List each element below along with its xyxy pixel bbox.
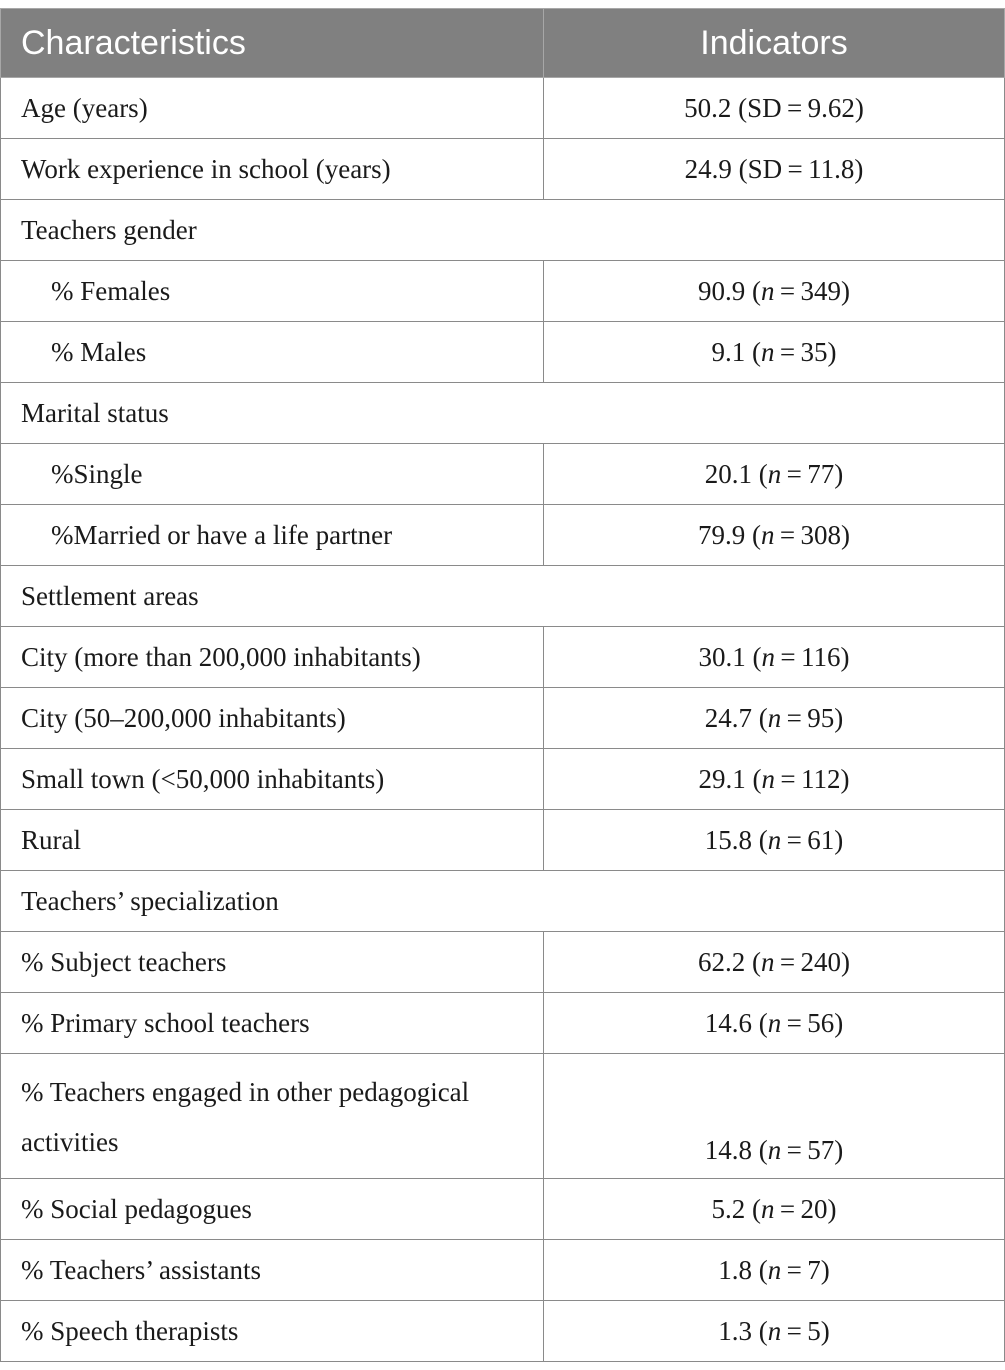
row-value: 9.1 (n = 35) <box>544 322 1005 383</box>
row-label: City (50–200,000 inhabitants) <box>1 688 544 749</box>
table-row <box>1 932 1005 993</box>
table-row <box>1 444 1005 505</box>
row-value: 20.1 (n = 77) <box>544 444 1005 505</box>
table-row <box>1 1179 1005 1240</box>
row-label: % Speech therapists <box>1 1301 544 1362</box>
table-row <box>1 993 1005 1054</box>
section-row <box>1 871 1005 932</box>
row-value: 30.1 (n = 116) <box>544 627 1005 688</box>
table-row <box>1 1054 1005 1179</box>
table-row <box>1 505 1005 566</box>
row-label: % Males <box>1 322 544 383</box>
row-value: 24.7 (n = 95) <box>544 688 1005 749</box>
table-row <box>1 810 1005 871</box>
section-label: Marital status <box>1 383 1005 444</box>
characteristics-table <box>0 8 1005 1362</box>
row-label: %Married or have a life partner <box>1 505 544 566</box>
row-value: 14.6 (n = 56) <box>544 993 1005 1054</box>
row-value: 29.1 (n = 112) <box>544 749 1005 810</box>
row-value: 90.9 (n = 349) <box>544 261 1005 322</box>
row-value: 79.9 (n = 308) <box>544 505 1005 566</box>
section-row <box>1 200 1005 261</box>
table-row <box>1 261 1005 322</box>
row-value: 50.2 (SD = 9.62) <box>544 78 1005 139</box>
table-row <box>1 627 1005 688</box>
row-label: % Teachers engaged in other pedagogical activities <box>1 1054 544 1179</box>
row-label: City (more than 200,000 inhabitants) <box>1 627 544 688</box>
row-label: Rural <box>1 810 544 871</box>
row-label: % Females <box>1 261 544 322</box>
section-label: Teachers gender <box>1 200 1005 261</box>
table-row <box>1 322 1005 383</box>
section-label: Settlement areas <box>1 566 1005 627</box>
table-row <box>1 749 1005 810</box>
table-row <box>1 139 1005 200</box>
section-label: Teachers’ specialization <box>1 871 1005 932</box>
table-row <box>1 1240 1005 1301</box>
header-indicators: Indicators <box>544 9 1005 78</box>
table-row <box>1 78 1005 139</box>
row-value: 1.3 (n = 5) <box>544 1301 1005 1362</box>
section-row <box>1 383 1005 444</box>
table-row <box>1 1301 1005 1362</box>
row-label: % Social pedagogues <box>1 1179 544 1240</box>
row-value: 14.8 (n = 57) <box>544 1054 1005 1179</box>
table-header-row <box>1 9 1005 78</box>
row-label: %Single <box>1 444 544 505</box>
row-value: 5.2 (n = 20) <box>544 1179 1005 1240</box>
row-value: 15.8 (n = 61) <box>544 810 1005 871</box>
row-label: Small town (<50,000 inhabitants) <box>1 749 544 810</box>
row-label: % Primary school teachers <box>1 993 544 1054</box>
row-value: 1.8 (n = 7) <box>544 1240 1005 1301</box>
row-value: 62.2 (n = 240) <box>544 932 1005 993</box>
row-label: Age (years) <box>1 78 544 139</box>
section-row <box>1 566 1005 627</box>
row-label: Work experience in school (years) <box>1 139 544 200</box>
table-row <box>1 688 1005 749</box>
row-value: 24.9 (SD = 11.8) <box>544 139 1005 200</box>
header-characteristics: Characteristics <box>1 9 544 78</box>
row-label: % Teachers’ assistants <box>1 1240 544 1301</box>
row-label: % Subject teachers <box>1 932 544 993</box>
